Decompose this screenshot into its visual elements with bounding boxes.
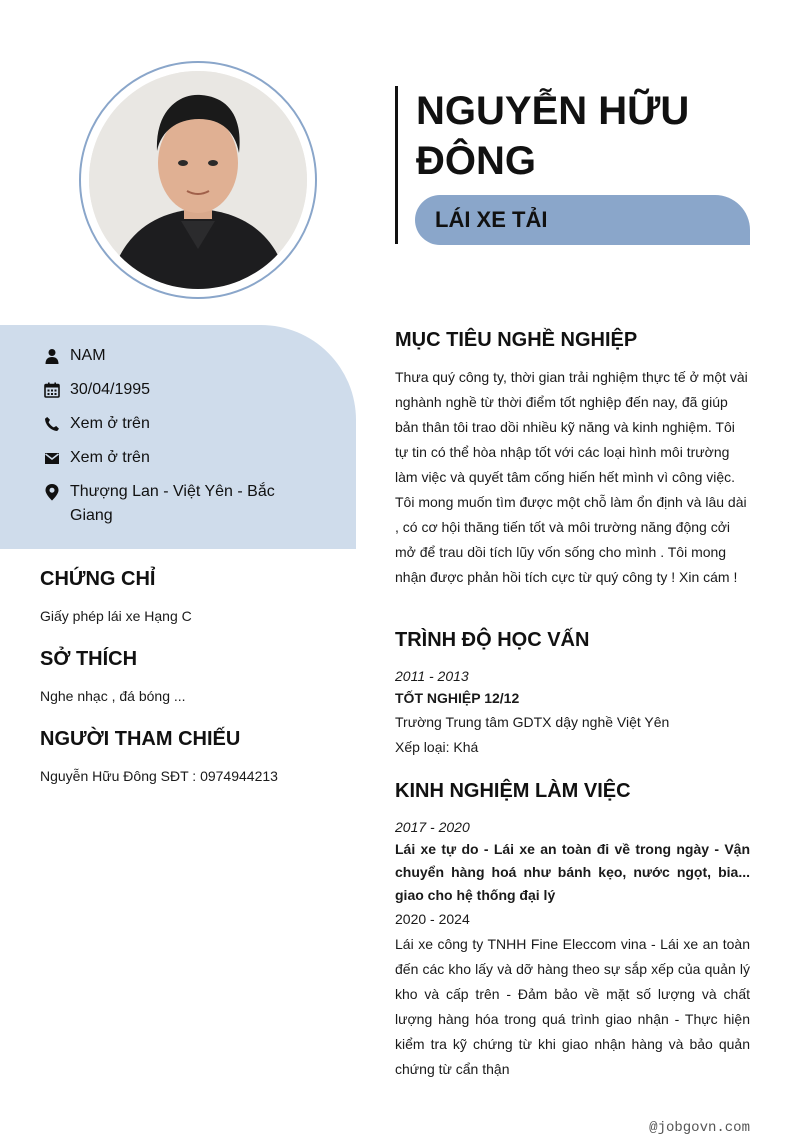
- envelope-icon: [44, 446, 70, 470]
- calendar-icon: [44, 378, 70, 402]
- birthday-row: [44, 378, 290, 402]
- phone-value: Xem ở trên: [70, 415, 150, 432]
- experience-heading: KINH NGHIỆM LÀM VIỆC: [395, 780, 631, 802]
- hobbies-heading: SỞ THÍCH: [40, 648, 138, 670]
- education-school: Trường Trung tâm GDTX dậy nghề Việt Yên: [395, 714, 670, 730]
- job-title-banner: [415, 195, 750, 245]
- phone-icon: [44, 412, 70, 436]
- certificates-text: Giấy phép lái xe Hạng C: [40, 608, 192, 624]
- watermark: @jobgovn.com: [649, 1120, 750, 1136]
- references-text: Nguyễn Hữu Đông SĐT : 0974944213: [40, 768, 278, 784]
- birthday-value: 30/04/1995: [70, 381, 151, 398]
- address-value: Thượng Lan - Việt Yên - Bắc Giang: [70, 483, 275, 524]
- objective-heading: MỤC TIÊU NGHỀ NGHIỆP: [395, 329, 638, 351]
- person-portrait-icon: [89, 71, 307, 289]
- name-accent-bar: [395, 86, 398, 244]
- references-heading: NGƯỜI THAM CHIẾU: [40, 728, 241, 750]
- profile-photo: [89, 71, 307, 289]
- certificates-heading: CHỨNG CHỈ: [40, 568, 156, 590]
- email-value: Xem ở trên: [70, 449, 150, 466]
- address-row: [44, 480, 290, 528]
- education-period: 2011 - 2013: [395, 668, 469, 684]
- job-title: LÁI XE TẢI: [435, 207, 548, 232]
- person-icon: [44, 344, 70, 368]
- experience-job-2: Lái xe công ty TNHH Fine Eleccom vina - Lái xe an toàn đến các kho lấy và dỡ hàng theo sự sắp xếp của quản lý kho và cấp trên - Đảm bảo về mặt số lượng và chất lượng hàng hóa trong quá trình giao nhận - Thực hiện kiểm tra kỹ chứng từ khi giao nhận hàng và bảo quản chứng từ cẩn thận: [395, 936, 750, 1077]
- education-degree: TỐT NGHIỆP 12/12: [395, 690, 520, 706]
- profile-photo-frame: [79, 61, 317, 299]
- email-row: [44, 446, 290, 470]
- experience-period-2: 2020 - 2024: [395, 911, 470, 927]
- location-pin-icon: [44, 480, 70, 504]
- gender-value: NAM: [70, 347, 106, 364]
- experience-job-1: Lái xe tự do - Lái xe an toàn đi về trong ngày - Vận chuyển hàng hoá như bánh kẹo, nước ngọt, bia... giao cho hệ thống đại lý: [395, 841, 750, 903]
- education-heading: TRÌNH ĐỘ HỌC VẤN: [395, 629, 590, 651]
- phone-row: [44, 412, 290, 436]
- education-grade: Xếp loại: Khá: [395, 739, 479, 755]
- experience-period-1: 2017 - 2020: [395, 819, 470, 835]
- candidate-name: NGUYỄN HỮU ĐÔNG: [416, 89, 690, 183]
- gender-row: [44, 344, 290, 368]
- hobbies-text: Nghe nhạc , đá bóng ...: [40, 688, 186, 704]
- objective-text: Thưa quý công ty, thời gian trải nghiệm thực tế ở một vài nghành nghề từ thời điểm tốt nghiệp đến nay, đã giúp bản thân tôi trao dồi nhiều kỹ năng và kinh nghiệm. Tôi tự tin có thể hòa nhập tốt với các loại hình môi trường làm việc và quyết tâm cống hiến hết mình vì công việc. Tôi mong muốn tìm được một chỗ làm ổn định và lâu dài , có cơ hội thăng tiến tốt và môi trường năng động cởi mở để trau dồi tích lũy vốn sống cho mình . Tôi mong nhận được phản hồi tích cực từ quý công ty ! Xin cám !: [395, 369, 748, 585]
